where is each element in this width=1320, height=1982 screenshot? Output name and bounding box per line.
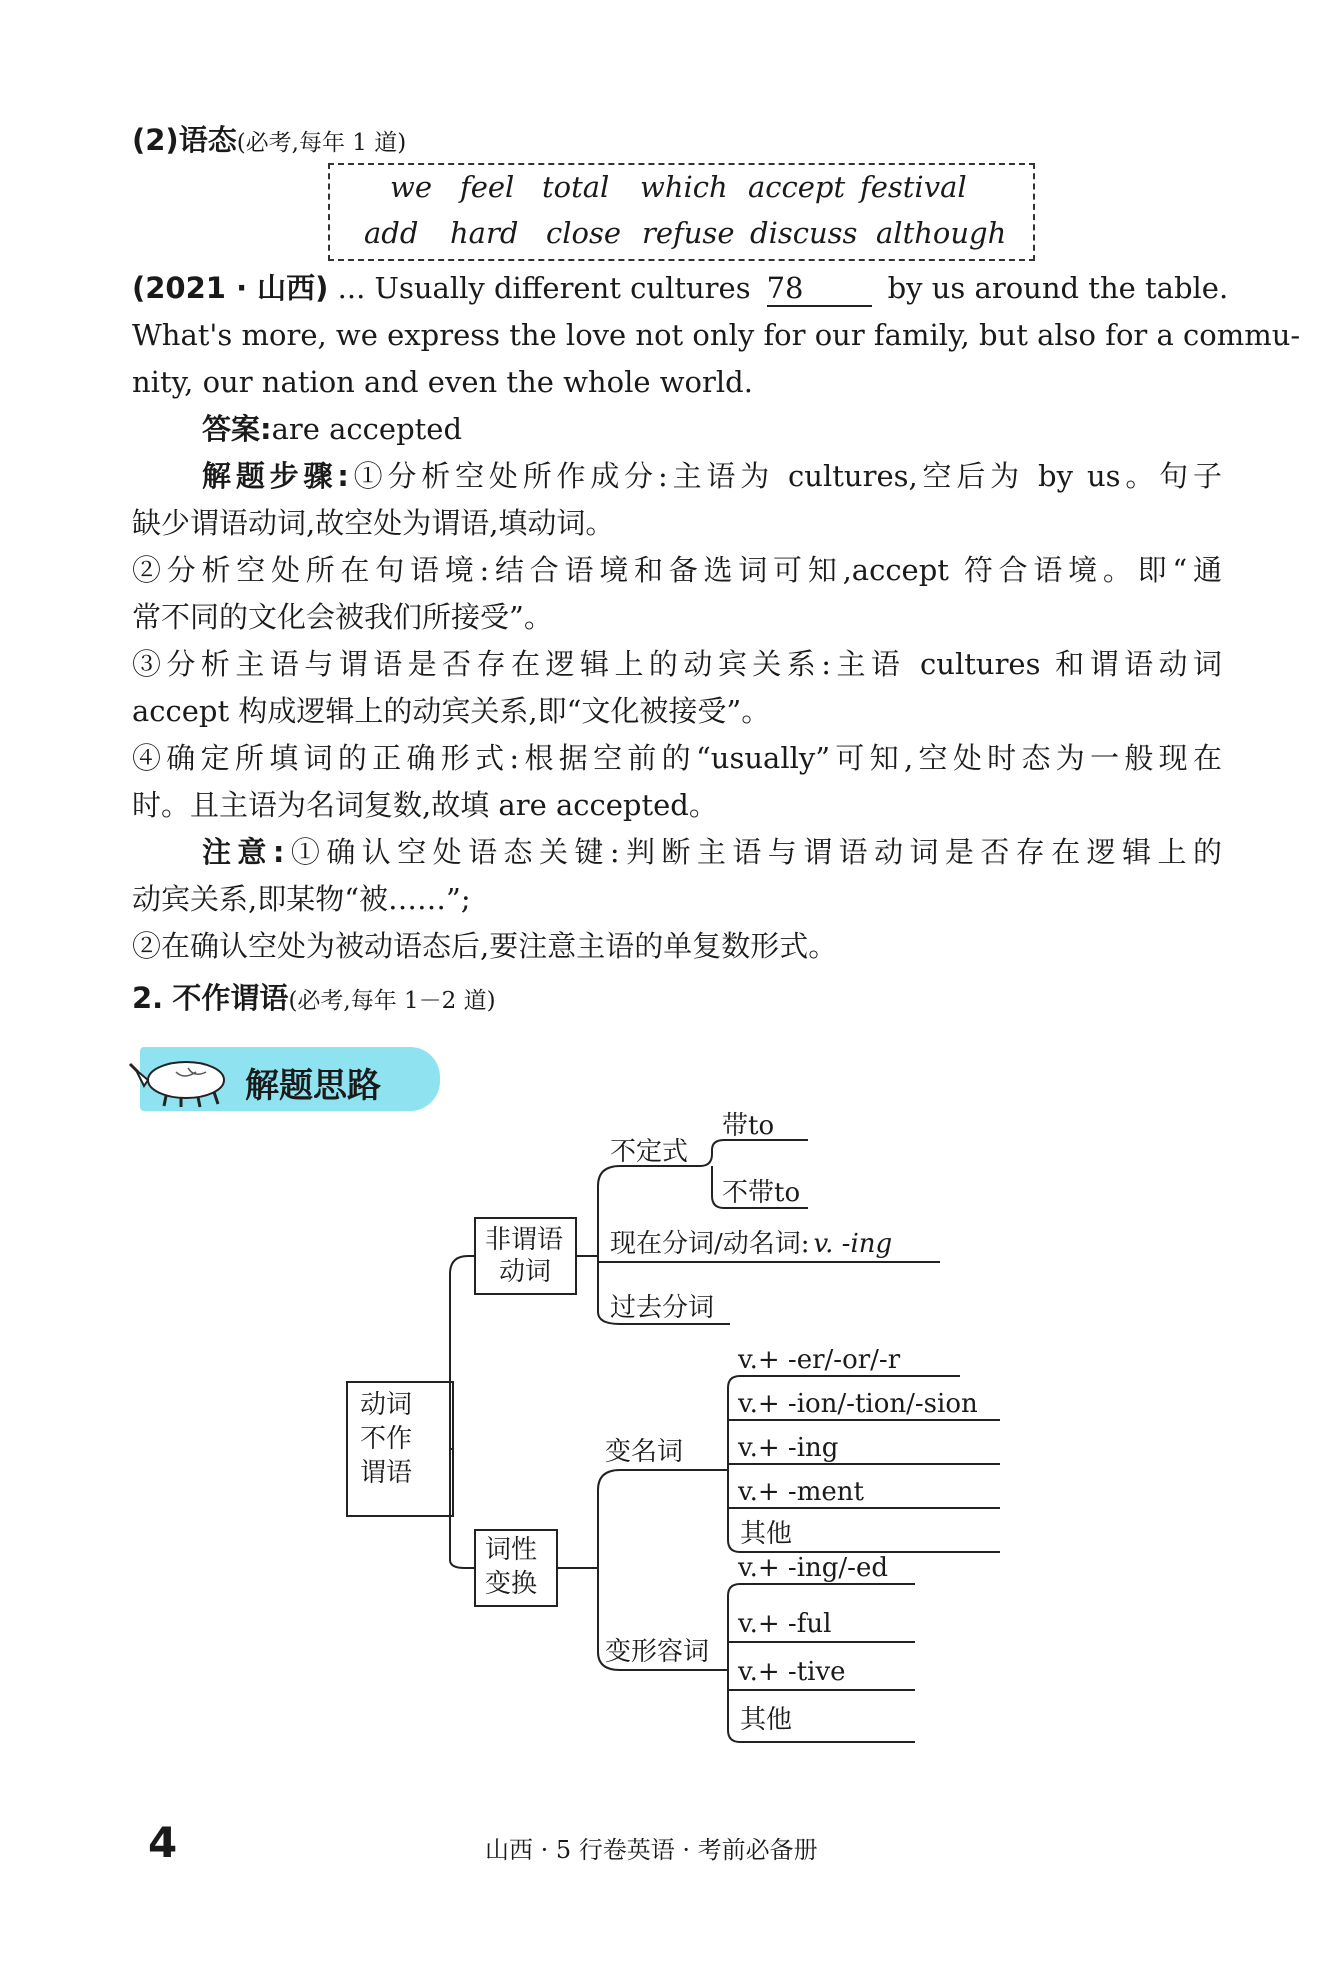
noun-form: v.+ -ion/-tion/-sion xyxy=(738,1389,978,1419)
answer-text: are accepted xyxy=(271,412,463,446)
word-bank-word: festival xyxy=(860,170,967,204)
banner-title: 解题思路 xyxy=(245,1066,381,1106)
steps-label: 解题步骤: xyxy=(202,459,349,493)
answer-label: 答案: xyxy=(202,412,272,446)
infinitive-label: 不定式 xyxy=(610,1137,689,1167)
adj-form: v.+ -ing/-ed xyxy=(738,1553,888,1583)
notes-line: 注意:①确认空处语态关键:判断主语与谓语动词是否存在逻辑上的 xyxy=(202,835,1222,869)
participle-label: 现在分词/动名词: v. -ing xyxy=(610,1229,893,1259)
page-number: 4 xyxy=(148,1818,178,1867)
word-bank-word: total xyxy=(542,170,610,204)
noun-form: v.+ -er/-or/-r xyxy=(738,1345,901,1375)
word-bank-word: refuse xyxy=(642,216,735,250)
noun-form: v.+ -ment xyxy=(738,1477,864,1507)
steps-line: ②分析空处所在句语境:结合语境和备选词可知,accept 符合语境。即“通 xyxy=(132,553,1222,587)
blank-78: 78 xyxy=(767,271,872,307)
section-title: 语态 xyxy=(178,123,237,157)
footer-text: 山西 · 5 行卷英语 · 考前必备册 xyxy=(485,1836,818,1864)
notes-label: 注意: xyxy=(202,835,285,869)
root-label: 不作 xyxy=(360,1424,413,1454)
adj-line-1 xyxy=(728,1584,915,1596)
word-bank-word: we xyxy=(390,170,432,204)
word-bank-word: close xyxy=(546,216,622,250)
to-adj-label: 变形容词 xyxy=(605,1637,710,1667)
exercise-line-2: What's more, we express the love not only for our family, but also for a commu- xyxy=(132,318,1301,352)
adj-form: 其他 xyxy=(740,1705,793,1735)
section2-number: 2. xyxy=(132,981,164,1015)
steps-line: 解题步骤:①分析空处所作成分:主语为 cultures,空后为 by us。句子 xyxy=(202,459,1222,493)
notes-line: 动宾关系,即某物“被……”; xyxy=(132,882,471,916)
infinitive-branch xyxy=(700,1140,808,1166)
section2-title: 不作谓语 xyxy=(172,981,289,1015)
word-bank-word: which xyxy=(640,170,728,204)
root-label: 动词 xyxy=(360,1390,413,1420)
word-bank-word: although xyxy=(876,216,1007,250)
steps-line: ④确定所填词的正确形式:根据空前的“usually”可知,空处时态为一般现在 xyxy=(132,741,1222,775)
steps-line: accept 构成逻辑上的动宾关系,即“文化被接受”。 xyxy=(132,694,771,728)
adj-form: v.+ -ful xyxy=(738,1609,832,1639)
notes-line: ②在确认空处为被动语态后,要注意主语的单复数形式。 xyxy=(132,929,838,963)
word-bank-word: add xyxy=(364,216,419,250)
poschange-branch-top xyxy=(557,1470,720,1568)
root-label: 谓语 xyxy=(360,1458,413,1488)
steps-line: 缺少谓语动词,故空处为谓语,填动词。 xyxy=(132,506,615,540)
with-to-label: 带to xyxy=(722,1111,775,1141)
noun-form: 其他 xyxy=(740,1519,793,1549)
word-bank-word: hard xyxy=(450,216,519,250)
exercise-source: (2021 · 山西) xyxy=(132,271,329,305)
section-note: (必考,每年 1 道) xyxy=(236,130,407,156)
past-participle-label: 过去分词 xyxy=(610,1293,715,1323)
to-noun-label: 变名词 xyxy=(605,1437,684,1467)
section-number: (2) xyxy=(132,123,179,157)
without-to-label: 不带to xyxy=(722,1178,801,1208)
exercise-line-1: (2021 · 山西) ... Usually different cultures 78 by us around the table. xyxy=(132,271,1229,305)
steps-line: ③分析主语与谓语是否存在逻辑上的动宾关系:主语 cultures 和谓语动词 xyxy=(132,647,1222,681)
adj-form: v.+ -tive xyxy=(738,1657,846,1687)
poschange-label: 变换 xyxy=(485,1569,538,1599)
noun-line-1 xyxy=(728,1376,960,1388)
section2-note: (必考,每年 1－2 道) xyxy=(288,988,496,1014)
word-bank-word: feel xyxy=(460,170,515,204)
nonpred-label: 动词 xyxy=(499,1257,552,1287)
noun-form: v.+ -ing xyxy=(738,1433,839,1463)
steps-line: 时。且主语为名词复数,故填 are accepted。 xyxy=(132,788,718,822)
word-bank-word: discuss xyxy=(750,216,858,250)
nonpred-label: 非谓语 xyxy=(485,1225,564,1255)
word-bank-word: accept xyxy=(748,170,846,204)
steps-line: 常不同的文化会被我们所接受”。 xyxy=(132,600,553,634)
exercise-line-3: nity, our nation and even the whole world. xyxy=(132,365,753,399)
poschange-label: 词性 xyxy=(485,1535,538,1565)
